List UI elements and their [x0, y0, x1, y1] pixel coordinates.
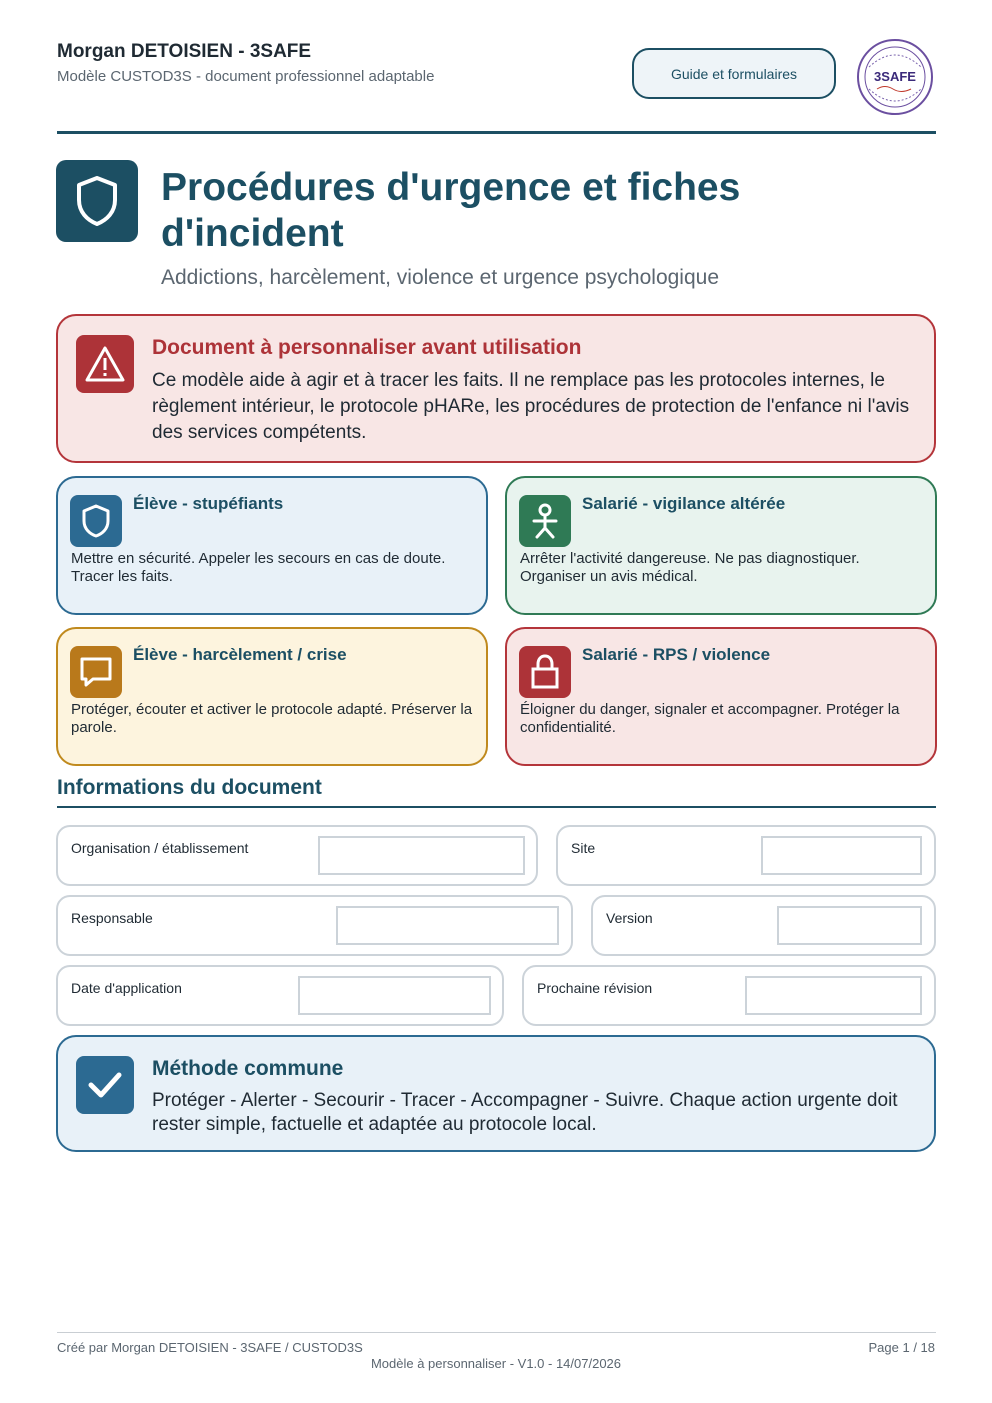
field-date-application	[56, 965, 504, 1026]
method-body: Protéger - Alerter - Secourir - Tracer - Accompagner - Suivre. Chaque action urgente doit rester simple, factuelle et adaptée au protocole local.	[152, 1090, 898, 1135]
card-title: Élève - stupéfiants	[133, 494, 284, 513]
version-input[interactable]	[777, 906, 922, 945]
organisation-input[interactable]	[318, 836, 525, 875]
date-application-input[interactable]	[298, 976, 491, 1015]
method-box	[56, 1035, 936, 1152]
site-input[interactable]	[761, 836, 922, 875]
card-salarie-vigilance	[505, 476, 937, 615]
card-body: Arrêter l'activité dangereuse. Ne pas diagnostiquer. Organiser un avis médical.	[520, 550, 860, 585]
field-version	[591, 895, 936, 956]
field-organisation	[56, 825, 538, 886]
field-label: Site	[571, 840, 596, 856]
card-eleve-stupefiants	[56, 476, 488, 615]
footer-page-number: Page 1 / 18	[868, 1340, 935, 1355]
card-title: Élève - harcèlement / crise	[133, 645, 347, 664]
header-subtitle: Modèle CUSTOD3S - document professionnel adaptable	[57, 68, 435, 85]
card-body: Protéger, écouter et activer le protocole adapté. Préserver la parole.	[71, 701, 473, 736]
field-responsable	[56, 895, 573, 956]
method-title: Méthode commune	[152, 1057, 344, 1080]
card-salarie-rps	[505, 627, 937, 766]
warning-body: Ce modèle aide à agir et à tracer les faits. Il ne remplace pas les protocoles internes, le règlement intérieur, le protocole pHARe, les procédures de protection de l'enfance ni l'avis des services compétents.	[152, 370, 910, 443]
field-label: Responsable	[71, 910, 153, 926]
warning-triangle-icon	[76, 335, 134, 393]
shield-icon	[70, 495, 122, 547]
footer-version: Modèle à personnaliser - V1.0 - 14/07/2026	[370, 1356, 622, 1371]
header-author: Morgan DETOISIEN - 3SAFE	[57, 41, 312, 62]
guide-button[interactable]: Guide et formulaires	[632, 48, 836, 99]
section-title-info: Informations du document	[57, 776, 322, 799]
field-site	[556, 825, 936, 886]
warning-box	[56, 314, 936, 463]
warning-title: Document à personnaliser avant utilisation	[152, 336, 582, 359]
page-title: Procédures d'urgence et fiches d'incident	[161, 166, 741, 255]
field-prochaine-revision	[522, 965, 936, 1026]
footer-credit: Créé par Morgan DETOISIEN - 3SAFE / CUSTOD3S	[57, 1340, 363, 1355]
footer-divider	[57, 1332, 936, 1333]
header-divider	[57, 131, 936, 134]
stamp-text: 3SAFE	[874, 69, 916, 84]
person-icon	[519, 495, 571, 547]
responsable-input[interactable]	[336, 906, 559, 945]
speech-bubble-icon	[70, 646, 122, 698]
lock-icon	[519, 646, 571, 698]
field-label: Date d'application	[71, 980, 182, 996]
card-title: Salarié - RPS / violence	[582, 645, 771, 664]
card-body: Mettre en sécurité. Appeler les secours en cas de doute. Tracer les faits.	[71, 550, 446, 585]
section-divider	[57, 806, 936, 808]
stamp-logo	[855, 37, 935, 117]
field-label: Prochaine révision	[537, 980, 653, 996]
page-subtitle: Addictions, harcèlement, violence et urgence psychologique	[161, 266, 720, 289]
card-title: Salarié - vigilance altérée	[582, 494, 786, 513]
checkmark-icon	[76, 1056, 134, 1114]
title-shield-icon	[56, 160, 138, 242]
card-body: Éloigner du danger, signaler et accompagner. Protéger la confidentialité.	[520, 701, 900, 736]
field-label: Version	[606, 910, 653, 926]
field-label: Organisation / établissement	[71, 840, 249, 856]
card-eleve-harcelement	[56, 627, 488, 766]
prochaine-revision-input[interactable]	[745, 976, 922, 1015]
